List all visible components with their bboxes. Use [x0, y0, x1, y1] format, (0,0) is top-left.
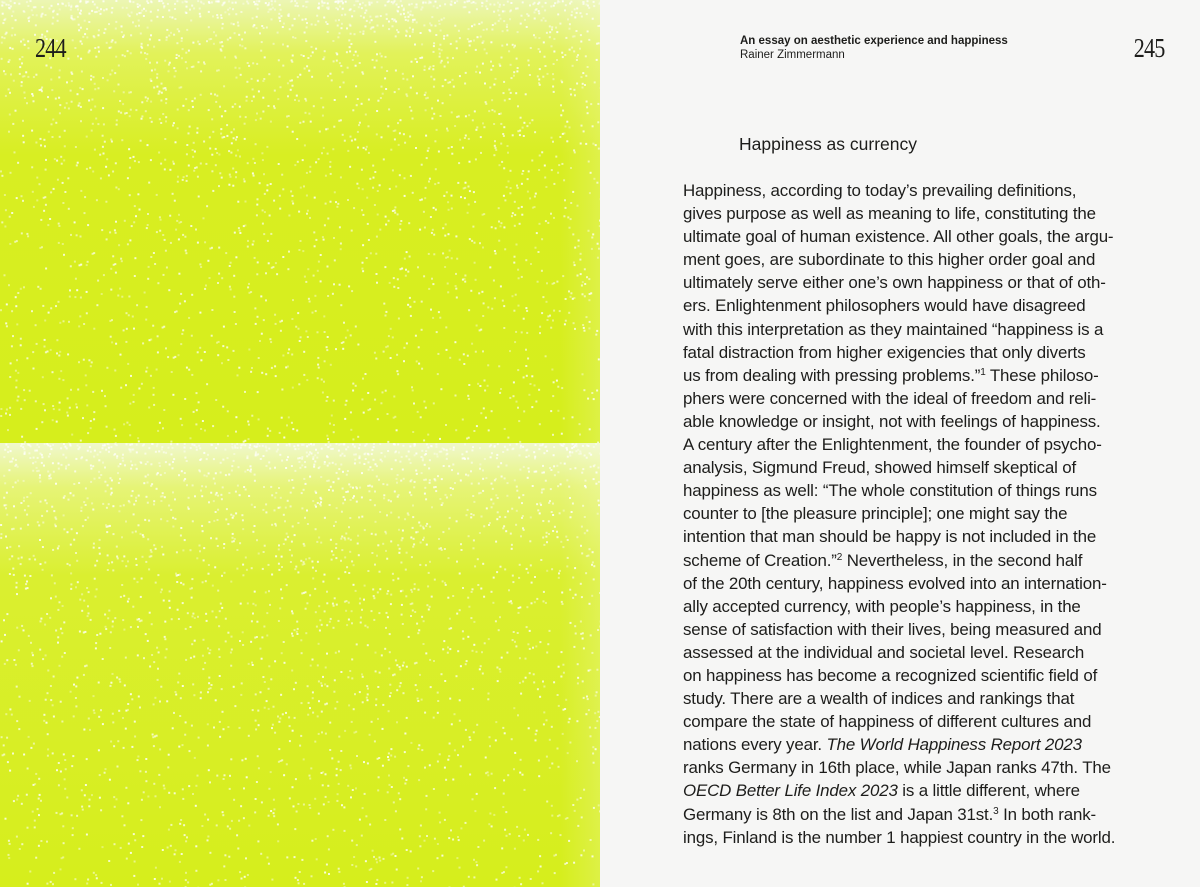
gutter-shade: [560, 0, 600, 887]
footnote-marker: 3: [993, 805, 999, 817]
text-line: [683, 387, 1183, 410]
text-line: [683, 341, 1183, 364]
text-line: [683, 179, 1183, 202]
text-run: happiness as well: “The whole constitution of things runs: [683, 481, 1097, 501]
text-run: In both rank-: [998, 804, 1096, 824]
footnote-marker: 1: [980, 366, 986, 378]
right-page: [600, 0, 1200, 887]
text-line: [683, 756, 1183, 779]
texture-panel-bottom: [0, 443, 600, 887]
text-run: compare the state of happiness of different cultures and: [683, 712, 1092, 732]
text-run: Germany is 8th on the list and Japan 31st.: [683, 804, 994, 824]
text-run: ment goes, are subordinate to this higher order goal and: [683, 250, 1096, 270]
text-run: phers were concerned with the ideal of freedom and reli-: [683, 388, 1097, 408]
text-run: sense of satisfaction with their lives, being measured and: [683, 619, 1102, 639]
text-line: [683, 225, 1183, 248]
footnote-marker: 2: [836, 551, 843, 563]
text-run: ers. Enlightenment philosophers would have disagreed: [683, 296, 1086, 316]
text-line: [683, 733, 1183, 756]
text-run: nations every year.: [683, 735, 827, 755]
running-head-title: An essay on aesthetic experience and happiness: [740, 35, 1008, 47]
text-line: [683, 456, 1183, 479]
text-line: [683, 803, 1183, 826]
text-line: [683, 271, 1183, 294]
text-run: able knowledge or insight, not with feelings of happiness.: [683, 411, 1101, 431]
running-head: [740, 34, 1008, 62]
text-run: Nevertheless, in the second half: [842, 550, 1083, 570]
text-run: These philoso-: [985, 365, 1099, 385]
text-run: ranks Germany in 16th place, while Japan ranks 47th. The: [683, 758, 1111, 778]
text-line: [683, 664, 1183, 687]
text-run: scheme of Creation.”: [683, 550, 837, 570]
text-line: [683, 687, 1183, 710]
running-head-author: Rainer Zimmermann: [740, 49, 845, 61]
text-line: [683, 779, 1183, 802]
page-number-left: 244: [35, 33, 66, 63]
text-run: us from dealing with pressing problems.”: [683, 365, 981, 385]
text-run: with this interpretation as they maintained “happiness is a: [683, 319, 1104, 339]
text-run: is a little different, where: [897, 781, 1080, 801]
text-line: [683, 710, 1183, 733]
text-run: assessed at the individual and societal level. Research: [683, 642, 1085, 662]
text-run: of the 20th century, happiness evolved into an internation-: [683, 573, 1107, 593]
text-run: on happiness has become a recognized scientific field of: [683, 665, 1098, 685]
text-run: fatal distraction from higher exigencies that only diverts: [683, 342, 1086, 362]
dot-texture-bottom: [0, 443, 600, 887]
text-run: Happiness, according to today’s prevailing definitions,: [683, 181, 1077, 200]
text-line: [683, 618, 1183, 641]
text-line: [683, 826, 1183, 849]
text-line: [683, 641, 1183, 664]
text-run: analysis, Sigmund Freud, showed himself skeptical of: [683, 458, 1077, 478]
text-line: [683, 202, 1183, 225]
text-run: ultimately serve either one’s own happiness or that of oth-: [683, 273, 1106, 293]
text-run: ings, Finland is the number 1 happiest country in the world.: [683, 827, 1116, 847]
text-run: intention that man should be happy is not included in the: [683, 527, 1097, 547]
text-line: [683, 572, 1183, 595]
text-line: [683, 525, 1183, 548]
dot-texture-top: [0, 0, 600, 443]
italic-title: OECD Better Life Index 2023: [683, 781, 898, 801]
italic-title: The World Happiness Report 2023: [826, 735, 1082, 755]
text-run: ultimate goal of human existence. All other goals, the argu-: [683, 227, 1114, 247]
section-title: Happiness as currency: [739, 134, 917, 154]
text-line: [683, 248, 1183, 271]
texture-panel-top: [0, 0, 600, 443]
text-line: [683, 549, 1183, 572]
text-run: study. There are a wealth of indices and rankings that: [683, 689, 1075, 709]
text-line: [683, 364, 1183, 387]
page-number-right: 245: [1133, 33, 1164, 63]
text-line: [683, 433, 1183, 456]
text-run: gives purpose as well as meaning to life, constituting the: [683, 204, 1096, 224]
text-line: [683, 318, 1183, 341]
text-line: [683, 479, 1183, 502]
text-line: [683, 595, 1183, 618]
text-run: A century after the Enlightenment, the founder of psycho-: [683, 435, 1102, 455]
text-line: [683, 502, 1183, 525]
text-run: counter to [the pleasure principle]; one might say the: [683, 504, 1068, 524]
text-line: [683, 410, 1183, 433]
text-run: ally accepted currency, with people’s happiness, in the: [683, 596, 1081, 616]
text-line: [683, 294, 1183, 317]
body-paragraph: [683, 179, 1183, 849]
